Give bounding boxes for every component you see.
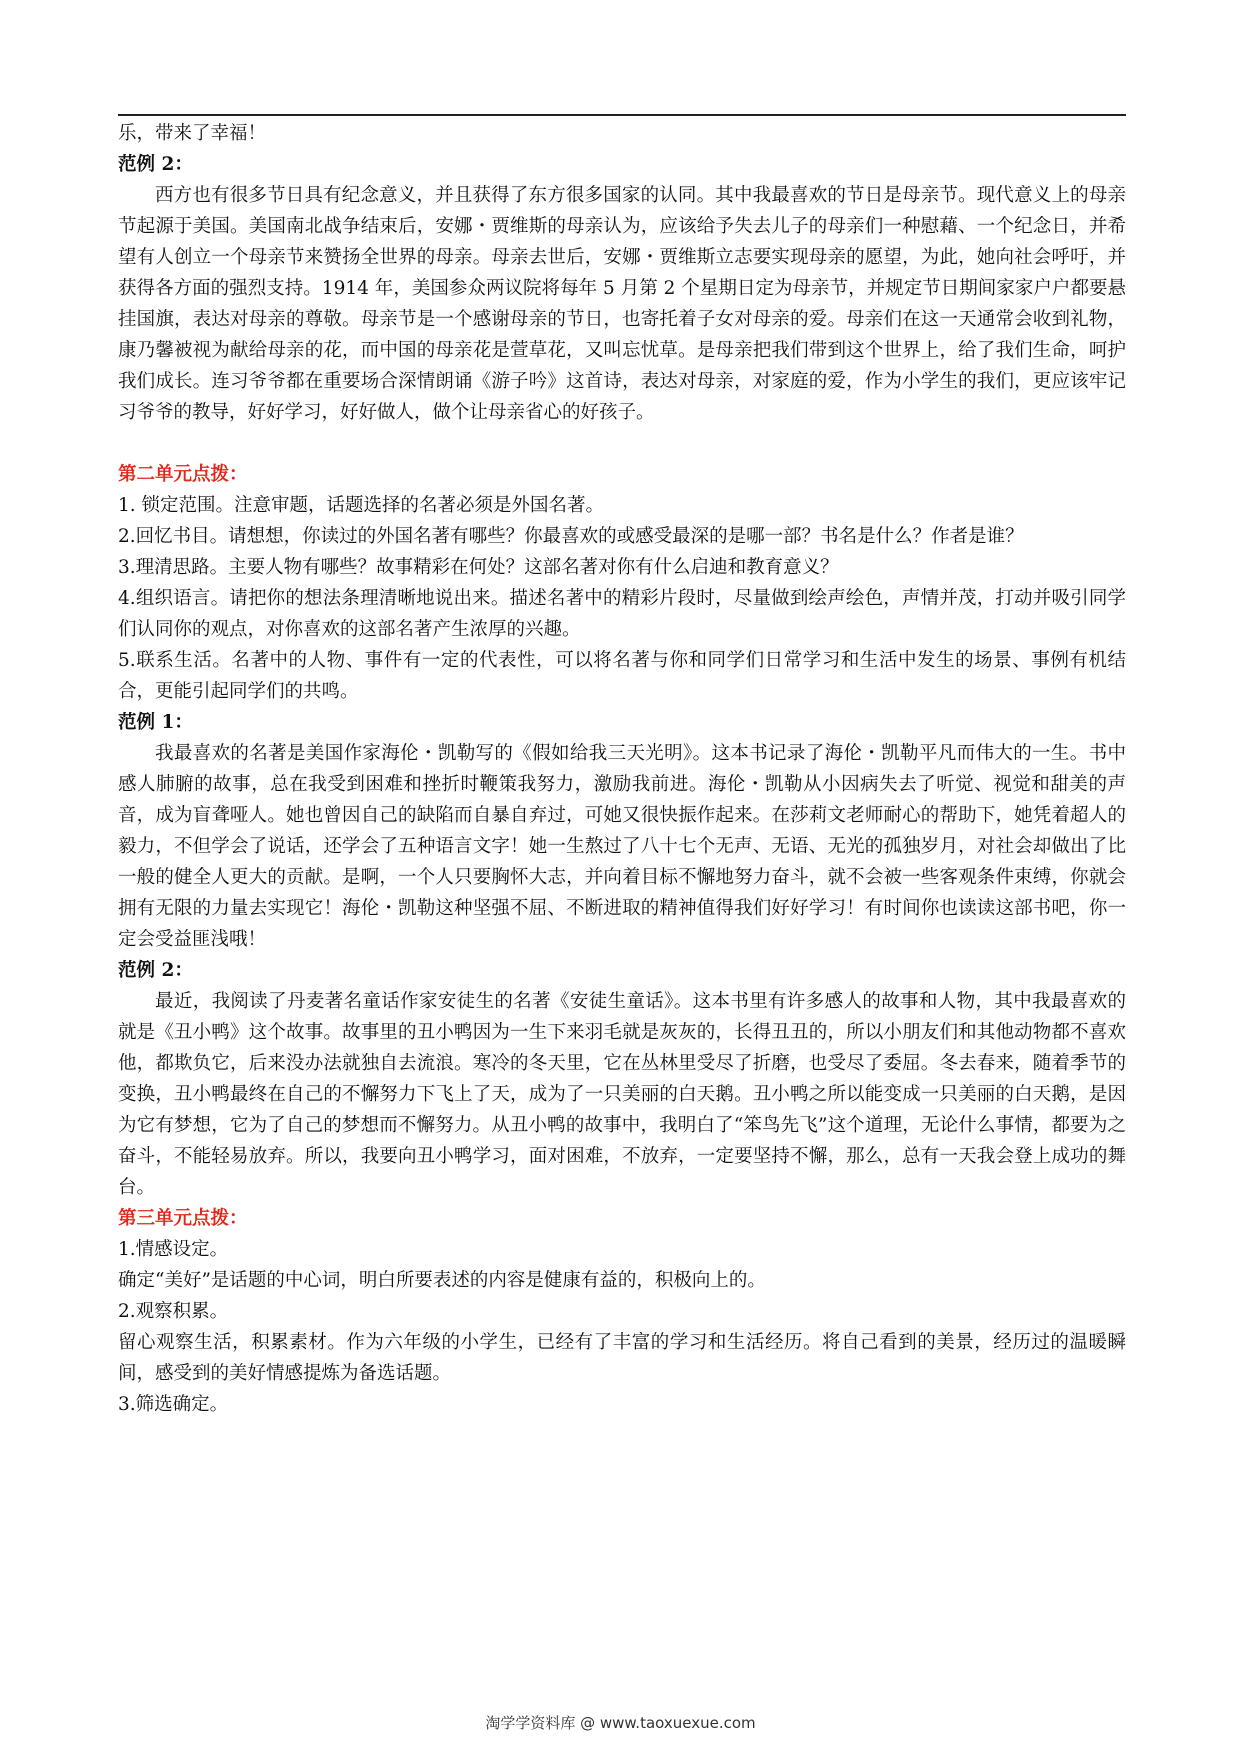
header-rule (118, 114, 1126, 116)
unit-2-example-2-label: 范例 2： (118, 960, 193, 981)
unit-3-heading: 第三单元点拨： (118, 1208, 248, 1229)
unit-2-tip-2: 2.回忆书目。请想想，你读过的外国名著有哪些？你最喜欢的或感受最深的是哪一部？书名是什么？作者是谁？ (118, 526, 1024, 547)
page-footer: 淘学学资料库 @ www.taoxuexue.com (485, 1714, 756, 1732)
unit-3-line-3: 2.观察积累。 (118, 1301, 229, 1322)
unit-3-line-5: 3.筛选确定。 (118, 1394, 229, 1415)
unit-2-tip-5: 5.联系生活。名著中的人物、事件有一定的代表性，可以将名著与你和同学们日常学习和生活中发生的场景、事例有机结合，更能引起同学们的共鸣。 (118, 650, 1126, 702)
unit-2-example-1-paragraph: 我最喜欢的名著是美国作家海伦・凯勒写的《假如给我三天光明》。这本书记录了海伦・凯勒平凡而伟大的一生。书中感人肺腑的故事，总在我受到困难和挫折时鞭策我努力，激励我前进。海伦・凯勒从小因病失去了听觉、视觉和甜美的声音，成为盲聋哑人。她也曾因自己的缺陷而自暴自弃过，可她又很快振作起来。在莎莉文老师耐心的帮助下，她凭着超人的毅力，不但学会了说话，还学会了五种语言文字！她一生熬过了八十七个无声、无语、无光的孤独岁月，对社会却做出了比一般的健全人更大的贡献。是啊，一个人只要胸怀大志，并向着目标不懈地努力奋斗，就不会被一些客观条件束缚，你就会拥有无限的力量去实现它！海伦・凯勒这种坚强不屈、不断进取的精神值得我们好好学习！有时间你也读读这部书吧，你一定会受益匪浅哦！ (118, 743, 1126, 950)
unit-2-example-1-label: 范例 1： (118, 712, 193, 733)
unit-3-line-4: 留心观察生活，积累素材。作为六年级的小学生，已经有了丰富的学习和生活经历。将自己看到的美景，经历过的温暖瞬间，感受到的美好情感提炼为备选话题。 (118, 1332, 1126, 1384)
unit-2-example-2-paragraph: 最近，我阅读了丹麦著名童话作家安徒生的名著《安徒生童话》。这本书里有许多感人的故事和人物，其中我最喜欢的就是《丑小鸭》这个故事。故事里的丑小鸭因为一生下来羽毛就是灰灰的，长得丑丑的，所以小朋友们和其他动物都不喜欢他，都欺负它，后来没办法就独自去流浪。寒冷的冬天里，它在丛林里受尽了折磨，也受尽了委屈。冬去春来，随着季节的变换，丑小鸭最终在自己的不懈努力下飞上了天，成为了一只美丽的白天鹅。丑小鸭之所以能变成一只美丽的白天鹅，是因为它有梦想，它为了自己的梦想而不懈努力。从丑小鸭的故事中，我明白了“笨鸟先飞”这个道理，无论什么事情，都要为之奋斗，不能轻易放弃。所以，我要向丑小鸭学习，面对困难，不放弃，一定要坚持不懈，那么，总有一天我会登上成功的舞台。 (118, 991, 1126, 1198)
unit-3-line-1: 1.情感设定。 (118, 1239, 229, 1260)
unit-2-tip-3: 3.理清思路。主要人物有哪些？故事精彩在何处？这部名著对你有什么启迪和教育意义？ (118, 557, 839, 578)
unit-2-tip-4: 4.组织语言。请把你的想法条理清晰地说出来。描述名著中的精彩片段时，尽量做到绘声绘色，声情并茂，打动并吸引同学们认同你的观点，对你喜欢的这部名著产生浓厚的兴趣。 (118, 588, 1126, 640)
document-body (118, 118, 1126, 1420)
unit-2-tip-1: 1. 锁定范围。注意审题，话题选择的名著必须是外国名著。 (118, 495, 605, 516)
example-2-label: 范例 2： (118, 154, 193, 175)
unit-2-heading: 第二单元点拨： (118, 464, 248, 485)
unit-3-line-2: 确定“美好”是话题的中心词，明白所要表述的内容是健康有益的，积极向上的。 (118, 1270, 766, 1291)
example-2-paragraph: 西方也有很多节日具有纪念意义，并且获得了东方很多国家的认同。其中我最喜欢的节日是母亲节。现代意义上的母亲节起源于美国。美国南北战争结束后，安娜・贾维斯的母亲认为，应该给予失去儿子的母亲们一种慰藉、一个纪念日，并希望有人创立一个母亲节来赞扬全世界的母亲。母亲去世后，安娜・贾维斯立志要实现母亲的愿望，为此，她向社会呼吁，并获得各方面的强烈支持。1914 年，美国参众两议院将每年 5 月第 2 个星期日定为母亲节，并规定节日期间家家户户都要悬挂国旗，表达对母亲的尊敬。母亲节是一个感谢母亲的节日，也寄托着子女对母亲的爱。母亲们在这一天通常会收到礼物，康乃馨被视为献给母亲的花，而中国的母亲花是萱草花，又叫忘忧草。是母亲把我们带到这个世界上，给了我们生命，呵护我们成长。连习爷爷都在重要场合深情朗诵《游子吟》这首诗，表达对母亲，对家庭的爱，作为小学生的我们，更应该牢记习爷爷的教导，好好学习，好好做人，做个让母亲省心的好孩子。 (118, 185, 1126, 423)
opening-line: 乐，带来了幸福！ (118, 123, 267, 144)
section-spacer (118, 428, 1126, 459)
